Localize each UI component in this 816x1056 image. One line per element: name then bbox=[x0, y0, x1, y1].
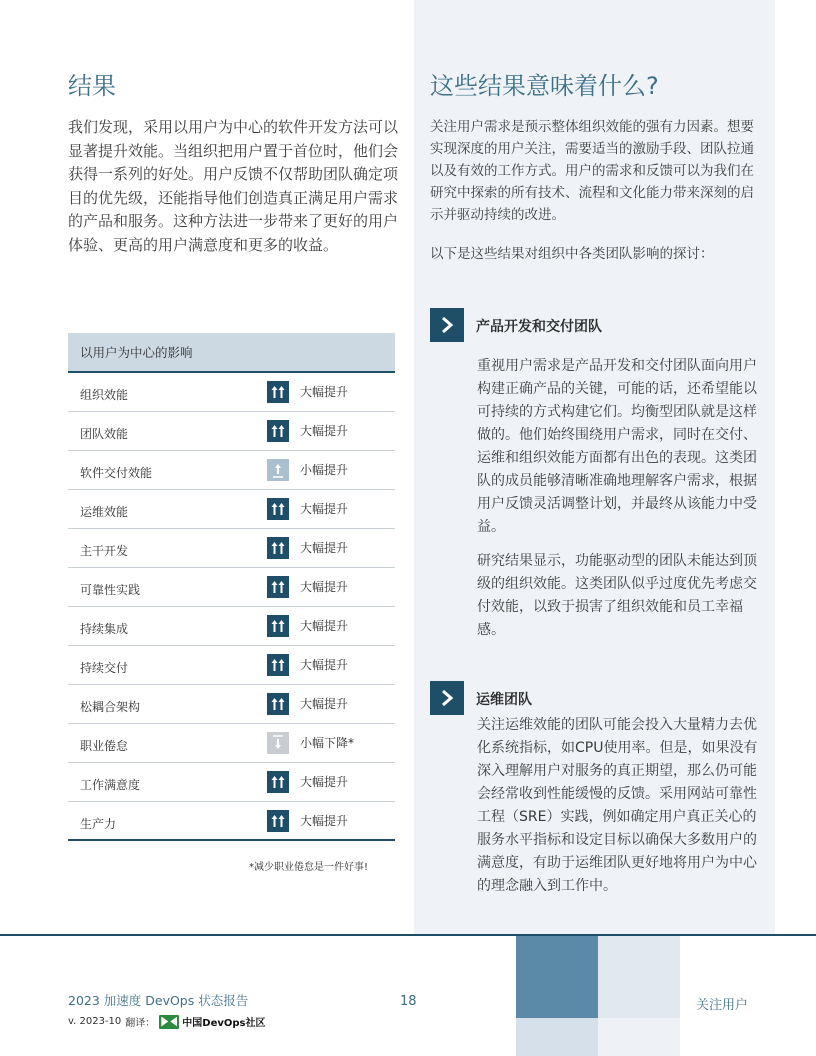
table-row bbox=[68, 568, 395, 607]
table-row bbox=[68, 724, 395, 763]
row-label: 组织效能 bbox=[80, 388, 129, 402]
table-row bbox=[68, 373, 395, 412]
single-down-arrow-icon bbox=[267, 732, 289, 754]
table-row bbox=[68, 412, 395, 451]
section-header-product-teams bbox=[430, 308, 775, 342]
chevron-right-icon bbox=[430, 681, 464, 715]
chevron-right-icon bbox=[430, 308, 464, 342]
table-row bbox=[68, 646, 395, 685]
row-label: 团队效能 bbox=[80, 427, 129, 441]
table-row bbox=[68, 685, 395, 724]
section-title-product-teams: 产品开发和交付团队 bbox=[476, 319, 602, 335]
double-up-arrow-icon bbox=[267, 381, 289, 403]
footer-divider bbox=[0, 934, 816, 936]
row-value: 大幅提升 bbox=[300, 541, 349, 555]
row-value: 大幅提升 bbox=[300, 385, 349, 399]
row-value: 大幅提升 bbox=[300, 775, 349, 789]
meaning-paragraph-1: 关注用户需求是预示整体组织效能的强有力因素。想要实现深度的用户关注，需要适当的激励手段、团队拉通以及有效的工作方式。用户的需求和反馈可以为我们在研究中探索的所有技术、流程和文化能力带来深刻的启示并驱动持续的改进。 bbox=[430, 119, 754, 223]
footer-translated-label: 翻译： bbox=[125, 1018, 156, 1029]
single-up-arrow-icon bbox=[267, 459, 289, 481]
section-header-ops-teams bbox=[430, 681, 775, 715]
meaning-paragraph-2: 以下是这些结果对组织中各类团队影响的探讨： bbox=[430, 246, 714, 262]
row-value: 大幅提升 bbox=[300, 580, 349, 594]
row-value: 大幅提升 bbox=[300, 619, 349, 633]
row-label: 持续交付 bbox=[80, 661, 129, 675]
double-up-arrow-icon bbox=[267, 537, 289, 559]
footer-version-line bbox=[68, 1014, 266, 1029]
row-value: 大幅提升 bbox=[300, 502, 349, 516]
results-heading: 结果 bbox=[68, 72, 116, 100]
row-label: 生产力 bbox=[80, 817, 117, 831]
row-label: 可靠性实践 bbox=[80, 583, 141, 597]
row-value: 大幅提升 bbox=[300, 697, 349, 711]
double-up-arrow-icon bbox=[267, 498, 289, 520]
row-value: 大幅提升 bbox=[300, 424, 349, 438]
double-up-arrow-icon bbox=[267, 420, 289, 442]
meaning-heading: 这些结果意味着什么? bbox=[430, 72, 659, 100]
row-label: 主干开发 bbox=[80, 544, 129, 558]
table-row bbox=[68, 802, 395, 841]
impact-table bbox=[68, 333, 395, 841]
logo-mark-icon bbox=[159, 1015, 179, 1029]
double-up-arrow-icon bbox=[267, 771, 289, 793]
section-title-ops-teams: 运维团队 bbox=[476, 692, 532, 708]
row-label: 持续集成 bbox=[80, 622, 129, 636]
footer-section-name: 关注用户 bbox=[696, 998, 749, 1013]
section-body-product-teams-1: 重视用户需求是产品开发和交付团队面向用户构建正确产品的关键，可能的话，还希望能以可持续的方式构建它们。均衡型团队就是这样做的。他们始终围绕用户需求，同时在交付、运维和组织效能方面都有出色的表现。这类团队的成员能够清晰准确地理解客户需求，根据用户反馈灵活调整计划，并最终从该能力中受益。 bbox=[477, 358, 757, 535]
row-label: 软件交付效能 bbox=[80, 466, 153, 480]
decorative-block bbox=[598, 936, 680, 1018]
row-value: 大幅提升 bbox=[300, 814, 349, 828]
table-row bbox=[68, 490, 395, 529]
logo-text: 中国DevOps社区 bbox=[182, 1018, 266, 1029]
section-body-ops-teams: 关注运维效能的团队可能会投入大量精力去优化系统指标，如CPU使用率。但是，如果没有深入理解用户对服务的真正期望，那么仍可能会经常收到性能缓慢的反馈。采用网站可靠性工程（SRE）实践，例如确定用户真正关心的服务水平指标和设定目标以确保大多数用户的满意度，有助于运维团队更好地将用户为中心的理念融入到工作中。 bbox=[477, 717, 758, 894]
double-up-arrow-icon bbox=[267, 810, 289, 832]
decorative-block bbox=[516, 1018, 598, 1056]
row-label: 职业倦怠 bbox=[80, 739, 129, 753]
double-up-arrow-icon bbox=[267, 693, 289, 715]
table-row bbox=[68, 529, 395, 568]
double-up-arrow-icon bbox=[267, 654, 289, 676]
table-row bbox=[68, 763, 395, 802]
page-number: 18 bbox=[400, 994, 417, 1009]
decorative-block bbox=[598, 1018, 680, 1056]
row-value: 小幅提升 bbox=[300, 463, 349, 477]
table-row bbox=[68, 451, 395, 490]
table-row bbox=[68, 607, 395, 646]
devops-community-logo bbox=[159, 1014, 265, 1029]
double-up-arrow-icon bbox=[267, 576, 289, 598]
decorative-block bbox=[516, 936, 598, 1018]
row-label: 工作满意度 bbox=[80, 778, 141, 792]
row-value: 小幅下降* bbox=[300, 736, 355, 750]
row-label: 运维效能 bbox=[80, 505, 129, 519]
footer-version: v. 2023-10 bbox=[68, 1016, 122, 1027]
section-body-product-teams-2: 研究结果显示，功能驱动型的团队未能达到顶级的组织效能。这类团队似乎过度优先考虑交付效能，以致于损害了组织效能和员工幸福感。 bbox=[477, 553, 757, 638]
row-label: 松耦合架构 bbox=[80, 700, 141, 714]
footer-report-title: 2023 加速度 DevOps 状态报告 bbox=[68, 993, 249, 1008]
double-up-arrow-icon bbox=[267, 615, 289, 637]
results-intro-paragraph: 我们发现，采用以用户为中心的软件开发方法可以显著提升效能。当组织把用户置于首位时，他们会获得一系列的好处。用户反馈不仅帮助团队确定项目的优先级，还能指导他们创造真正满足用户需求的产品和服务。这种方法进一步带来了更好的用户体验、更高的用户满意度和更多的收益。 bbox=[68, 118, 399, 254]
burnout-footnote: *减少职业倦怠是一件好事! bbox=[249, 862, 369, 873]
row-value: 大幅提升 bbox=[300, 658, 349, 672]
impact-table-header: 以用户为中心的影响 bbox=[68, 333, 395, 373]
